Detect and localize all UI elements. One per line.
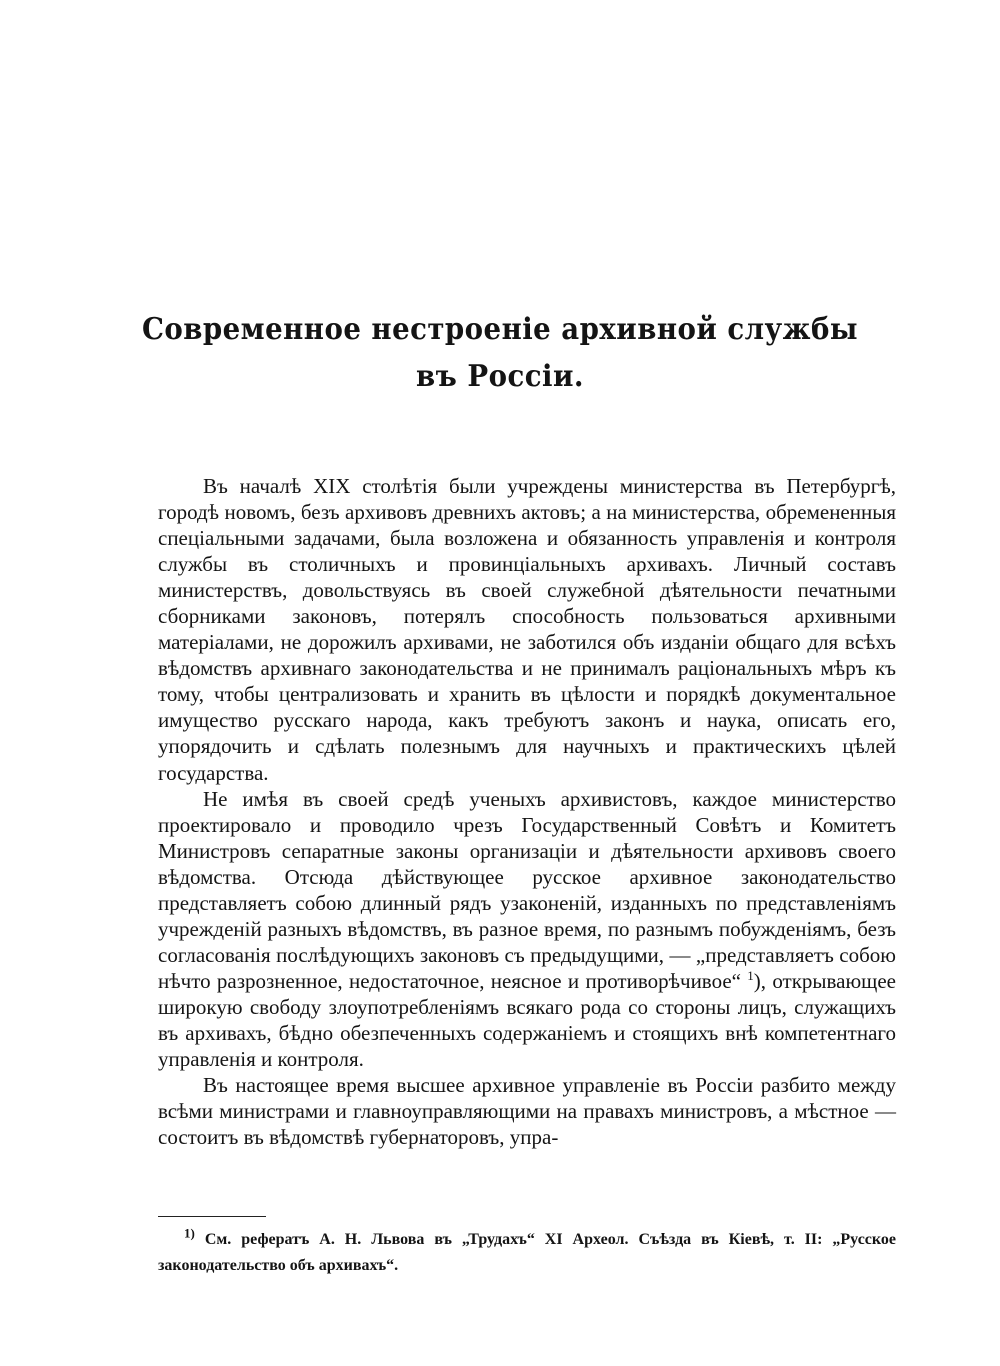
footnote-reference[interactable]: 1: [747, 967, 754, 983]
footnote-divider: [158, 1216, 266, 1217]
footnote-text: См. рефератъ А. Н. Львова въ „Трудахъ“ XI Археол. Съѣзда въ Кіевѣ, т. II: „Русское законодательство объ архивахъ“.: [158, 1231, 897, 1274]
footnote-mark: 1): [184, 1225, 195, 1241]
title-line-1: Современное нестроеніе архивной службы: [141, 312, 859, 347]
body-text: [158, 473, 896, 1150]
footnote: [158, 1227, 896, 1279]
paragraph-1: Въ началѣ XIX столѣтія были учреждены министерства въ Петербургѣ, городѣ новомъ, безъ архивовъ древнихъ актовъ; а на министерства, обремененныя спеціальными задачами, была возложена и обязанность управленія и контроля службы въ столичныхъ и провинціальныхъ архивахъ. Личный составъ министерствъ, довольствуясь въ своей служебной дѣятельности печатными сборниками законовъ, потерялъ способность пользоваться архивными матеріалами, не дорожилъ архивами, не заботился объ изданіи общаго для всѣхъ вѣдомствъ архивнаго законодательства и не принималъ раціональныхъ мѣръ къ тому, чтобы централизовать и хранить въ цѣлости и порядкѣ документальное имущество русскаго народа, какъ требуютъ законъ и наука, описать его, упорядочить и сдѣлать полезнымъ для научныхъ и практическихъ цѣлей государства.: [158, 474, 896, 785]
paragraph-2-part-2: ), открывающее широкую свободу злоупотребленіямъ всякаго рода со стороны лицъ, служащихъ въ архивахъ, бѣдно обезпеченныхъ содержаніемъ и стоящихъ внѣ компетентнаго управленія и контроля.: [158, 968, 896, 1072]
paragraph-2-part-1: Не имѣя въ своей средѣ ученыхъ архивистовъ, каждое министерство проектировало и проводило чрезъ Государственный Совѣтъ и Комитетъ Министровъ сепаратные законы организаціи и дѣятельности архивовъ своего вѣдомства. Отсюда дѣйствующее русское архивное законодательство представляетъ собою длинный рядъ узаконеній, изданныхъ по представленіямъ учрежденій разныхъ вѣдомствъ, въ разное время, по разнымъ побужденіямъ, безъ согласованія послѣдующихъ законовъ съ предыдущими, — „представляетъ собою нѣчто разрозненное, недостаточное, неясное и противорѣчивое“: [158, 786, 896, 993]
paragraph-3: Въ настоящее время высшее архивное управленіе въ Россіи разбито между всѣми министрами и главноуправляющими на правахъ министровъ, а мѣстное — состоитъ въ вѣдомствѣ губернаторовъ, упра-: [158, 1073, 896, 1150]
page-title: [40, 306, 960, 400]
title-line-2: въ Россіи.: [416, 359, 584, 394]
paragraph-2: [158, 786, 896, 1073]
